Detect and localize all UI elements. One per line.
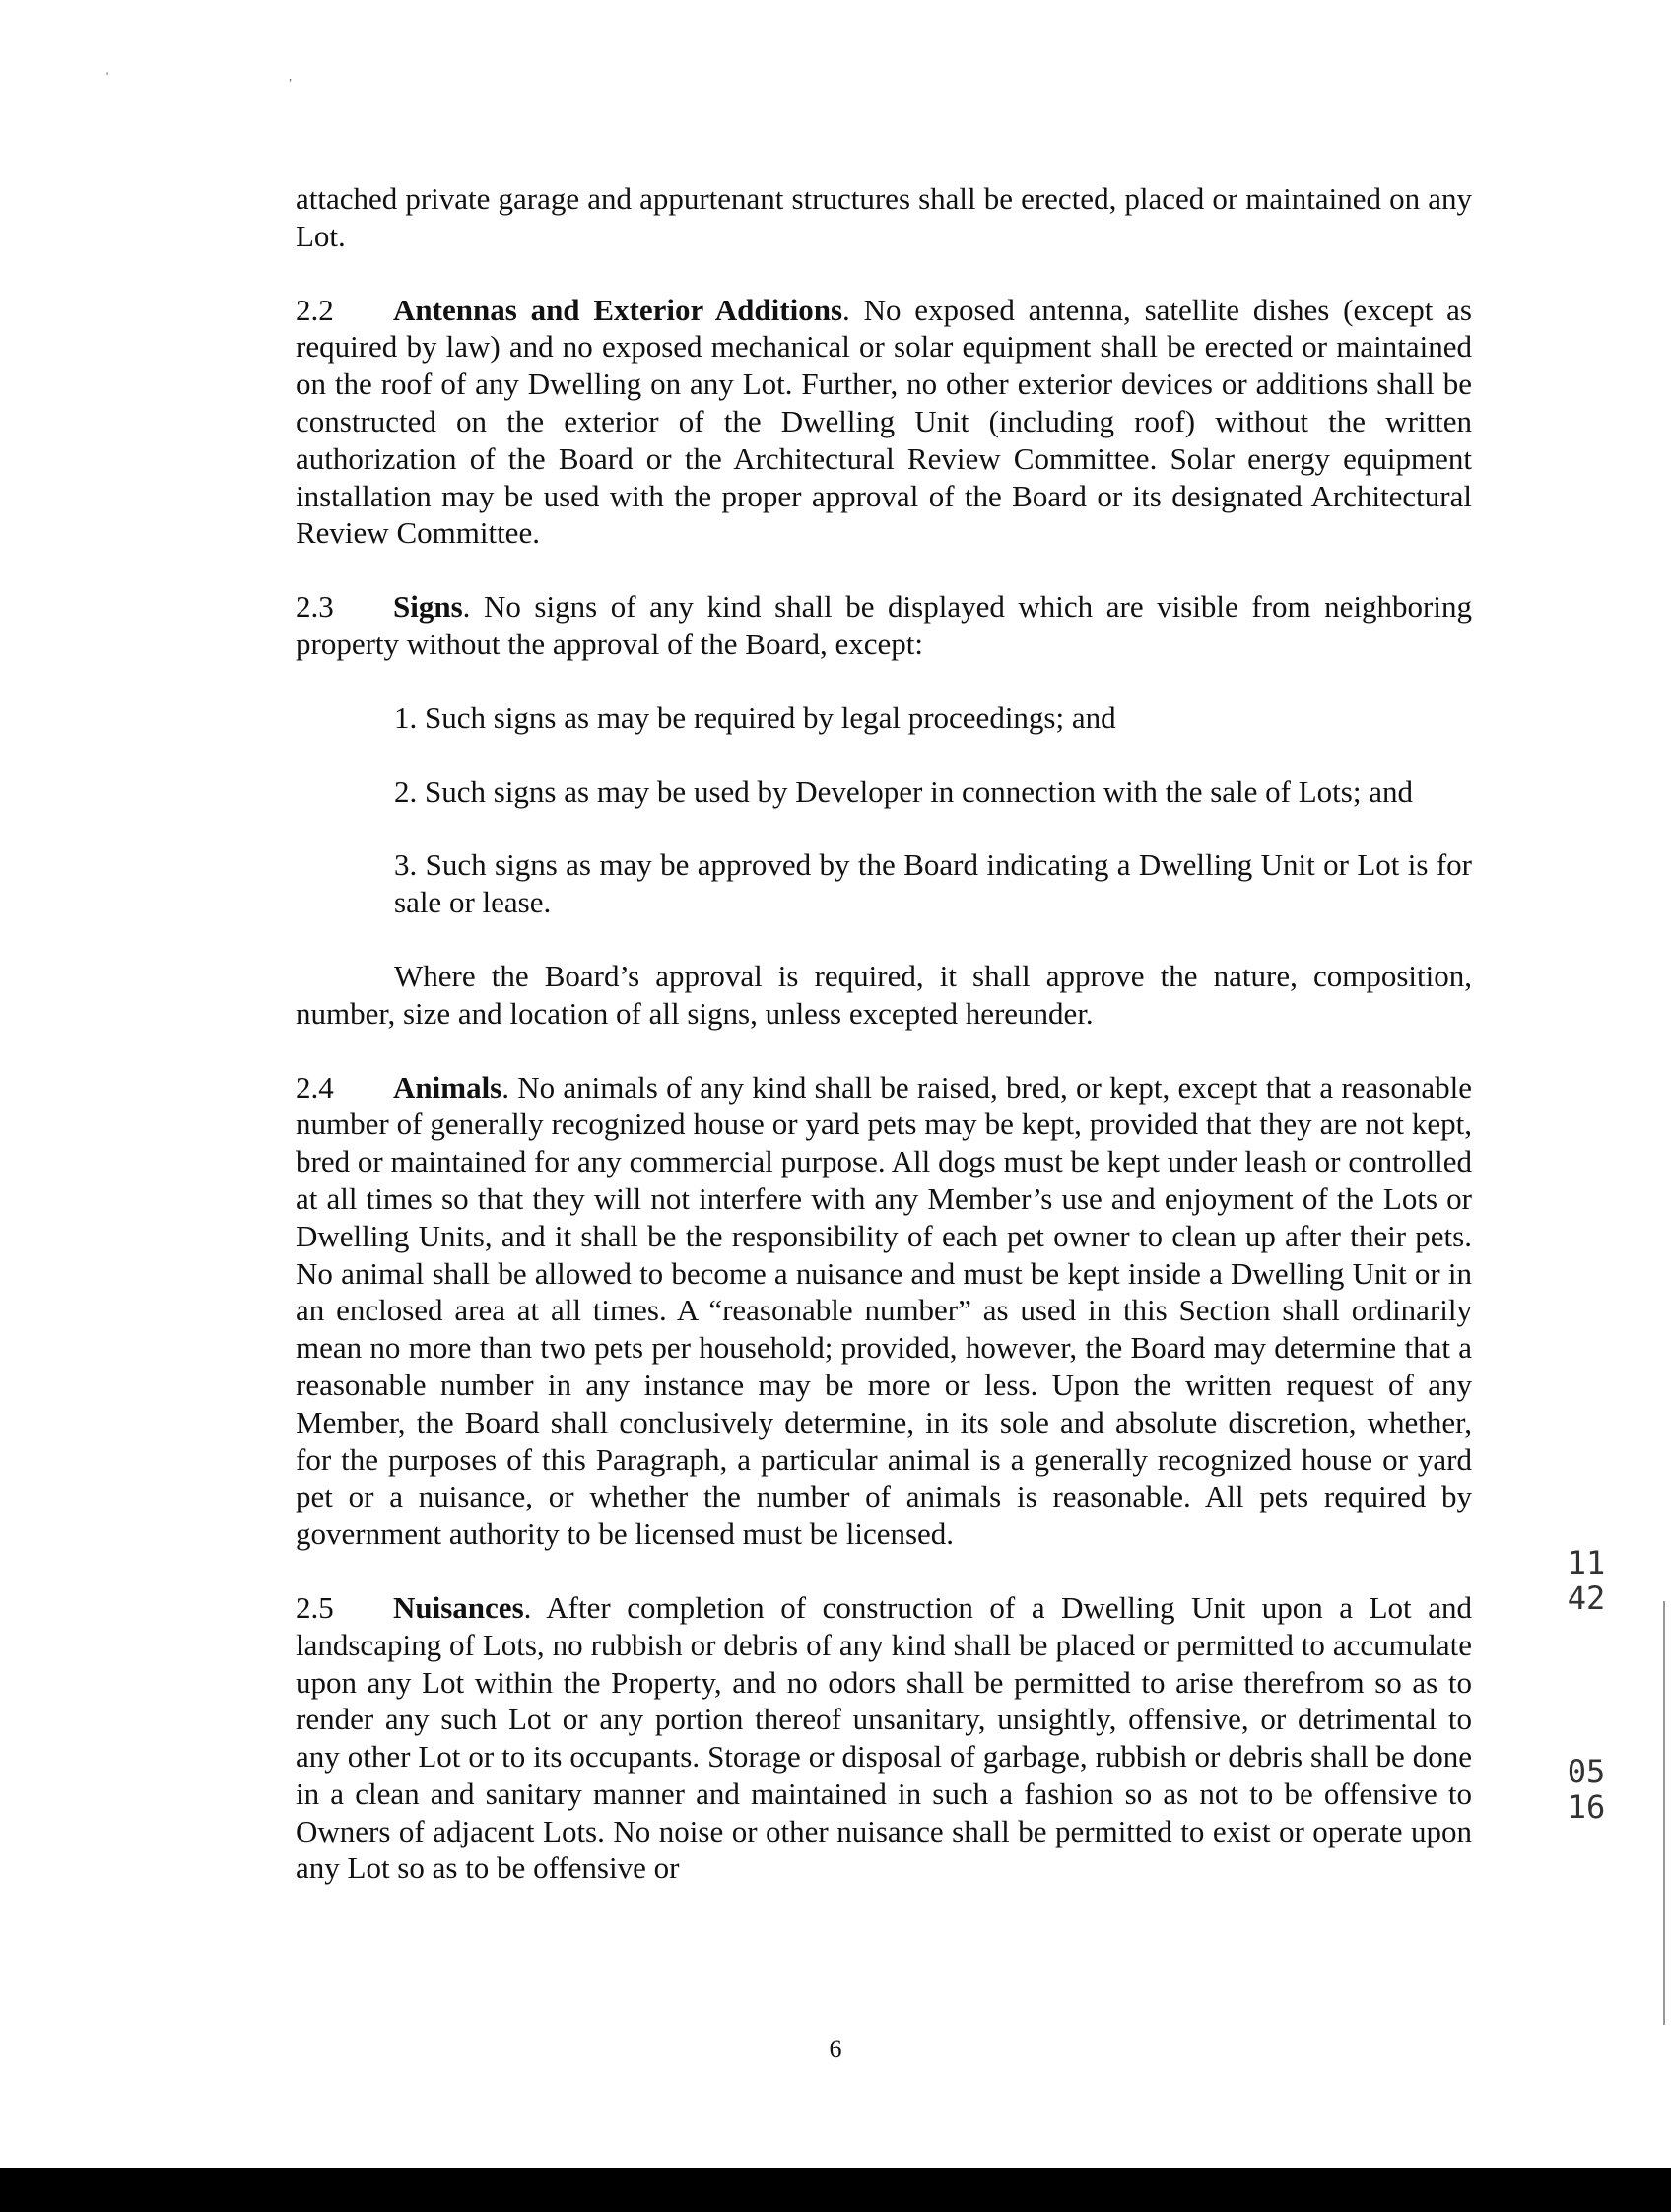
section-heading: Nuisances <box>393 1589 524 1625</box>
paragraph-continuation: attached private garage and appurtenant structures shall be erected, placed or maintained on any Lot. <box>296 181 1472 253</box>
list-item: 2. Such signs as may be used by Developer in connection with the sale of Lots; and <box>394 773 1413 809</box>
list-item: 3. Such signs as may be approved by the Board indicating a Dwelling Unit or Lot is for sale or lease. <box>394 847 1472 920</box>
list-item: 1. Such signs as may be required by legal proceedings; and <box>394 700 1116 735</box>
section-2-4 <box>296 1069 1472 1553</box>
document-body <box>296 180 1472 1923</box>
section-text: . No exposed antenna, satellite dishes (except as required by law) and no exposed mechanical or solar equipment shall be erected or maintained on the roof of any Dwelling on any Lot. Further, no other exterior devices or additions shall be constructed on the exterior of the Dwelling Unit (including roof) without the written authorization of the Board or the Architectural Review Committee. Solar energy equipment installation may be used with the proper approval of the Board or its designated Architectural Review Committee. <box>296 292 1472 551</box>
section-2-2 <box>296 292 1472 553</box>
section-number: 2.4 <box>296 1069 334 1105</box>
scan-edge-line <box>1663 1601 1665 2025</box>
section-text: . No animals of any kind shall be raised, bred, or kept, except that a reasonable number of generally recognized house or yard pets may be kept, provided that they are not kept, bred or maintained for any commercial purpose. All dogs must be kept under leash or controlled at all times so that they will not interfere with any Member’s use and enjoyment of the Lots or Dwelling Units, and it shall be the responsibility of each pet owner to clean up after their pets. No animal shall be allowed to become a nuisance and must be kept inside a Dwelling Unit or in an enclosed area at all times. A “reasonable number” as used in this Section shall ordinarily mean no more than two pets per household; provided, however, the Board may determine that a reasonable number in any instance may be more or less. Upon the written request of any Member, the Board shall conclusively determine, in its sole and absolute discretion, whether, for the purposes of this Paragraph, a particular animal is a generally recognized house or yard pet or a nuisance, or whether the number of animals is reasonable. All pets required by government authority to be licensed must be licensed. <box>296 1069 1472 1552</box>
section-text: . No signs of any kind shall be displayed which are visible from neighboring property without the approval of the Board, except: <box>296 589 1472 661</box>
section-text: . After completion of construction of a Dwelling Unit upon a Lot and landscaping of Lots, no rubbish or debris of any kind shall be placed or permitted to accumulate upon any Lot within the Property, and no odors shall be permitted to arise therefrom so as to render any such Lot or any portion thereof unsanitary, unsightly, offensive, or detrimental to any other Lot or to its occupants. Storage or disposal of garbage, rubbish or debris shall be done in a clean and sanitary manner and maintained in such a fashion so as not to be offensive to Owners of adjacent Lots. No noise or other nuisance shall be permitted to exist or operate upon any Lot so as to be offensive or <box>296 1589 1472 1886</box>
section-number: 2.2 <box>296 292 334 327</box>
section-number: 2.5 <box>296 1589 334 1625</box>
section-number: 2.3 <box>296 589 334 625</box>
section-heading: Antennas and Exterior Additions <box>393 292 843 327</box>
section-heading: Signs <box>393 589 463 625</box>
scan-border <box>0 2168 1671 2212</box>
scan-marks: ' , <box>106 69 381 83</box>
section-2-3 <box>296 588 1472 663</box>
section-heading: Animals <box>393 1069 502 1105</box>
page-number: 6 <box>829 2035 842 2063</box>
recording-stamp-top: 1142 <box>1567 1544 1606 1617</box>
section-2-5 <box>296 1589 1472 1887</box>
board-approval-paragraph: Where the Board’s approval is required, it shall approve the nature, composition, number, size and location of all signs, unless excepted hereunder. <box>296 958 1472 1031</box>
recording-stamp-bottom: 0516 <box>1567 1753 1606 1826</box>
